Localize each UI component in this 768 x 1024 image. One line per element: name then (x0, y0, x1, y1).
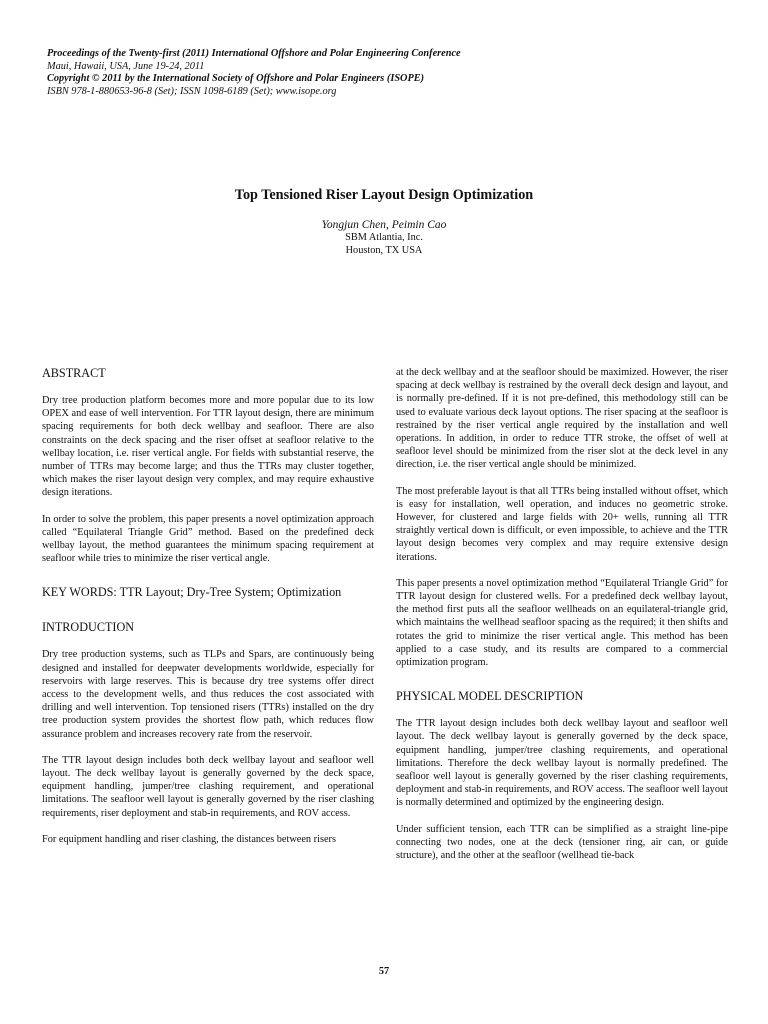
introduction-paragraph-3: For equipment handling and riser clashing, the distances between risers (42, 833, 336, 845)
abstract-heading: ABSTRACT (42, 366, 106, 380)
right-paragraph-2: The most preferable layout is that all TTRs being installed without offset, which is easy for installation, well operation, and induces no geometric stroke. However, for clustered and large fields with 20+ wells, running all TTR straightly vertical down is difficult, or even impossible, to achieve and the TTR layout design becomes very complex and may require extensive design iterations. (396, 485, 728, 563)
right-paragraph-3: This paper presents a novel optimization method “Equilateral Triangle Grid” for TTR layout design for clustered wells. For a predefined deck wellbay layout, the method first puts all the seafloor wellheads on an equilateral-triangle grid, which maintains the wellhead seafloor spacing as the required; it then shifts and rotates the grid to minimize the riser vertical angle. This method has been applied to a case study, and its results are compared to a commercial optimization program. (396, 577, 728, 669)
masthead-copyright: Copyright © 2011 by the International Society of Offshore and Polar Engineers (ISOPE) (47, 73, 425, 85)
paper-authors: Yongjun Chen, Peimin Cao (321, 219, 447, 231)
abstract-paragraph-1: Dry tree production platform becomes more and more popular due to its low OPEX and ease of well intervention. For TTR layout design, there are minimum spacing requirements for both deck wellbay and seafloor. There are also constraints on the deck spacing and the riser offset at seafloor relative to the wellbay location, i.e. riser vertical angle. For fields with substantial reserve, the number of TTRs may become large; and thus the TTRs may cluster together, which makes the riser layout design very complex, and may require exhaustive design iterations. (42, 395, 374, 499)
abstract-paragraph-2: In order to solve the problem, this paper presents a novel optimization approach called “Equilateral Triangle Grid” method. Based on the predefined deck wellbay layout, the method guarantees the minimum spacing requirement at seafloor while tries to minimize the riser vertical angle. (42, 513, 374, 565)
author-location: Houston, TX USA (345, 244, 423, 256)
masthead-venue: Maui, Hawaii, USA, June 19-24, 2011 (47, 60, 205, 72)
masthead-isbn: ISBN 978-1-880653-96-8 (Set); ISSN 1098-6189 (Set); www.isope.org (47, 85, 337, 97)
left-column (42, 366, 374, 859)
keywords: KEY WORDS: TTR Layout; Dry-Tree System; Optimization (42, 585, 342, 600)
physical-model-paragraph-2: Under sufficient tension, each TTR can be simplified as a straight line-pipe connecting two nodes, one at the deck (tensioner ring, air can, or guide structure), and the other at the seafloor (wellhead tie-back (396, 823, 728, 862)
introduction-paragraph-1: Dry tree production systems, such as TLPs and Spars, are continuously being designed and installed for deepwater developments worldwide, especially for reservoirs with large reserves. This is because dry tree systems offer direct access to the development wells, and thus reduces the cost associated with drilling and well intervention. Top tensioned risers (TTRs) installed on the dry tree production system provides the shortest flow path, which reduces flow assurance problem and increases recovery rate from the reservoir. (42, 649, 374, 740)
right-column (396, 366, 728, 875)
introduction-heading: INTRODUCTION (42, 620, 135, 635)
page-number: 57 (378, 966, 390, 977)
physical-model-heading: PHYSICAL MODEL DESCRIPTION (396, 689, 584, 704)
right-paragraph-1: at the deck wellbay and at the seafloor should be maximized. However, the riser spacing at deck wellbay is restrained by the overall deck design and layout, and is normally pre-defined. If it is not pre-defined, this methodology still can be used to evaluate various deck layout options. The riser spacing at the seafloor is restrained by the riser vertical angle required by the installation and well operations. In addition, in order to reduce TTR stroke, the offset of well at seafloor level should be minimized from the riser slot at the deck level in any direction, i.e. the riser vertical angle should be minimized. (396, 367, 728, 471)
paper-title: Top Tensioned Riser Layout Design Optimization (234, 187, 534, 203)
introduction-paragraph-2: The TTR layout design includes both deck wellbay layout and seafloor well layout. The deck wellbay layout is generally governed by the deck space, equipment handling, jumper/tree clashing requirement, and operational limitations. The seafloor well layout is generally governed by the riser clashing requirements, riser deployment and stab-in requirements, and ROV access. (42, 754, 374, 819)
conference-masthead (47, 48, 687, 98)
title-block (84, 187, 684, 257)
physical-model-paragraph-1: The TTR layout design includes both deck wellbay layout and seafloor well layout. The deck wellbay layout is generally governed by the deck space, equipment handling, jumper/tree clashing requirements, and operational limitations. Therefore the deck wellbay layout is normally predefined. The seafloor well layout is generally governed by the riser clashing requirements, deployment and stab-in requirements, and ROV access. The seafloor well layout is normally determined and optimized by the engineering design. (396, 718, 728, 809)
author-affiliation: SBM Atlantia, Inc. (345, 232, 423, 243)
masthead-proceedings: Proceedings of the Twenty-first (2011) International Offshore and Polar Engineering Conference (47, 48, 461, 59)
